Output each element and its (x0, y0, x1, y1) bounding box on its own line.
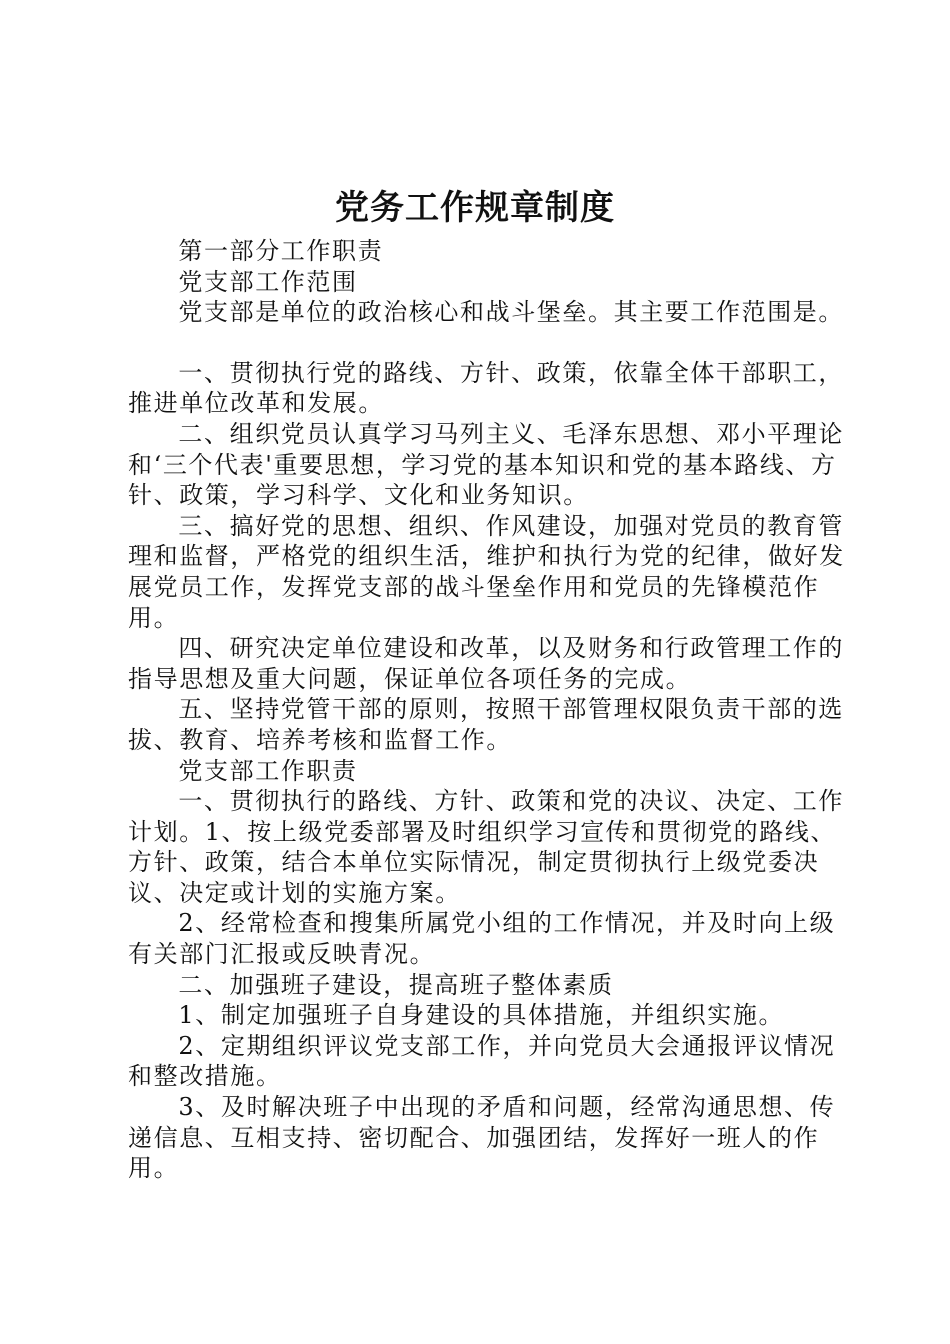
body-paragraph: 二、组织党员认真学习马列主义、毛泽东思想、邓小平理论和‘三个代表'重要思想，学习党的基本知识和党的基本路线、方针、政策，学习科学、文化和业务知识。 (128, 419, 844, 510)
subsection-heading: 党支部工作范围 (178, 267, 358, 296)
section-heading: 第一部分工作职责 (178, 237, 384, 265)
subsection-heading: 党支部工作职责 (178, 756, 358, 785)
body-paragraph: 3、及时解决班子中出现的矛盾和问题，经常沟通思想、传递信息、互相支持、密切配合、加强团结，发挥好一班人的作用。 (128, 1093, 836, 1183)
body-paragraph: 2、定期组织评议党支部工作，并向党员大会通报评议情况和整改措施。 (128, 1031, 836, 1091)
body-paragraph: 党支部是单位的政治核心和战斗堡垒。其主要工作范围是。 (178, 298, 844, 327)
body-paragraph: 二、加强班子建设，提高班子整体素质 (178, 970, 614, 999)
body-paragraph: 1、制定加强班子自身建设的具体措施，并组织实施。 (178, 1001, 785, 1030)
body-paragraph: 一、贯彻执行党的路线、方针、政策，依靠全体干部职工，推进单位改革和发展。 (128, 358, 844, 418)
document-title: 党务工作规章制度 (335, 188, 615, 228)
body-paragraph: 五、坚持党管干部的原则，按照干部管理权限负责干部的选拔、教育、培养考核和监督工作。 (128, 695, 844, 754)
body-paragraph: 三、搞好党的思想、组织、作风建设，加强对党员的教育管理和监督，严格党的组织生活，维护和执行为党的纪律，做好发展党员工作，发挥党支部的战斗堡垒作用和党员的先锋模范作用。 (128, 511, 845, 632)
body-paragraph: 一、贯彻执行的路线、方针、政策和党的决议、决定、工作计划。1、按上级党委部署及时组织学习宣传和贯彻党的路线、方针、政策，结合本单位实际情况，制定贯彻执行上级党委决议、决定或计划的实施方案。 (128, 787, 844, 907)
body-paragraph: 四、研究决定单位建设和改革，以及财务和行政管理工作的指导思想及重大问题，保证单位各项任务的完成。 (128, 634, 844, 693)
body-paragraph: 2、经常检查和搜集所属党小组的工作情况，并及时向上级有关部门汇报或反映青况。 (128, 909, 836, 969)
document-body (128, 236, 848, 1184)
